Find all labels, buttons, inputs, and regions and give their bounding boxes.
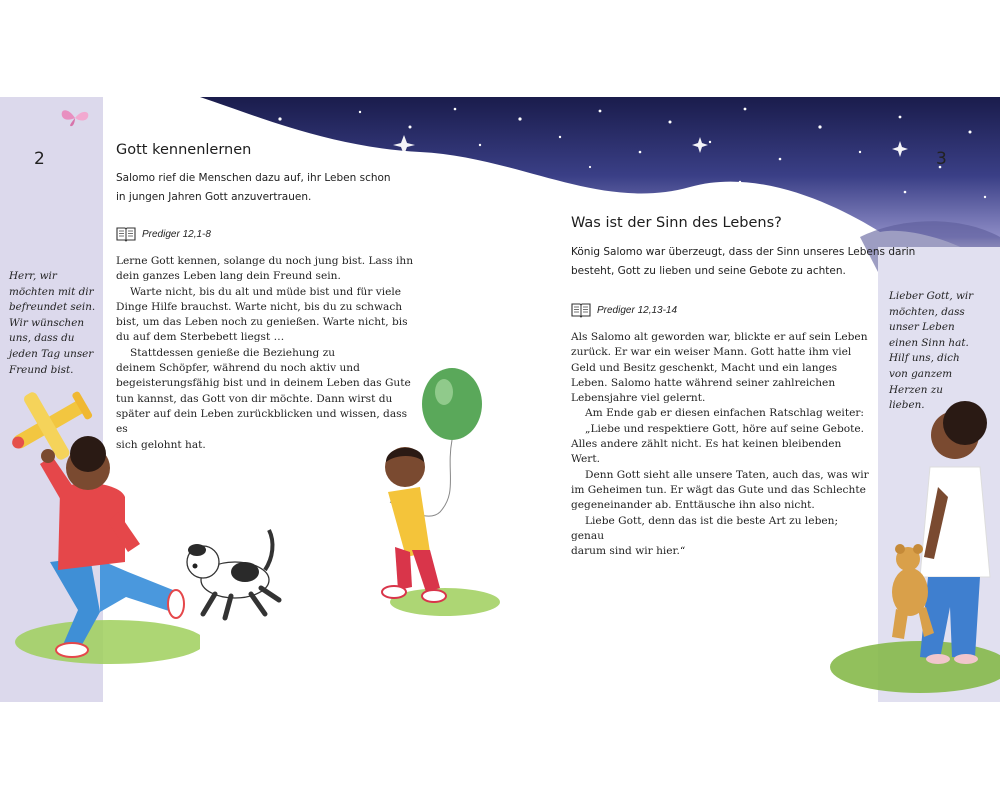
prayer-line: Herr, wir [9, 270, 57, 282]
left-scripture-reference [116, 226, 211, 242]
body-line: zurück. Er war ein weiser Mann. Gott hatte ihm viel [571, 346, 852, 359]
page-number-left: 2 [34, 149, 45, 169]
boy-with-balloon-illustration [350, 362, 510, 622]
prayer-line: möchten, dass [889, 305, 965, 318]
right-scripture-reference [571, 302, 677, 318]
body-line: Am Ende gab er diesen einfachen Ratschlag weiter: [585, 407, 864, 420]
body-line: sich gelohnt hat. [116, 438, 206, 451]
body-line: Leben. Salomo hatte während seiner zahlreichen [571, 376, 836, 389]
body-line: deinem Schöpfer, während du noch aktiv und [116, 362, 360, 375]
body-line: Dinge Hilfe brauchst. Warte nicht, bis du zu schwach [116, 300, 403, 313]
body-line: darum sind wir hier.“ [571, 545, 686, 558]
butterfly-icon [58, 107, 92, 129]
open-book-icon [571, 302, 591, 318]
book-spread [0, 97, 1000, 702]
dog-illustration [175, 522, 285, 622]
body-line: Als Salomo alt geworden war, blickte er auf sein Leben [571, 331, 868, 343]
body-line: im Geheimen tun. Er wägt das Gute und das Schlechte [571, 483, 866, 496]
prayer-line: Lieber Gott, wir [889, 290, 974, 302]
prayer-line: Freund bist. [9, 363, 74, 376]
prayer-line: jeden Tag unser [9, 347, 94, 360]
prayer-line: uns, dass du [9, 332, 75, 345]
body-line: gegeneinander ab. Enttäusche ihn also nicht. [571, 499, 815, 512]
right-lead-text [571, 243, 915, 281]
left-prayer-text [9, 269, 95, 378]
open-book-icon [116, 226, 136, 242]
reference-label: Prediger 12,13-14 [597, 304, 678, 316]
left-page-title: Gott kennenlernen [116, 142, 252, 158]
reference-label: Prediger 12,1-8 [142, 228, 211, 240]
boy-with-teddy-bear-illustration [820, 387, 1000, 702]
prayer-line: Hilf uns, dich [889, 352, 960, 365]
lead-line: besteht, Gott zu lieben und seine Gebote zu achten. [571, 265, 846, 277]
body-line: Stattdessen genieße die Beziehung zu [130, 346, 336, 359]
lead-line: Salomo rief die Menschen dazu auf, ihr Leben schon [116, 172, 391, 184]
left-lead-text [116, 169, 391, 207]
body-line: dein ganzes Leben lang dein Freund sein. [116, 270, 341, 283]
right-page-title: Was ist der Sinn des Lebens? [571, 215, 782, 231]
lead-line: König Salomo war überzeugt, dass der Sinn unseres Lebens darin [571, 246, 916, 258]
prayer-line: Herzen zu [889, 383, 943, 396]
prayer-line: Wir wünschen [9, 316, 85, 329]
body-line: Alles andere zählt nicht. Es hat keinen bleibenden Wert. [571, 438, 842, 466]
prayer-line: befreundet sein. [9, 301, 96, 314]
body-line: „Liebe und respektiere Gott, höre auf seine Gebote. [585, 422, 865, 435]
body-line: begeisterungsfähig bist und in deinem Leben das Gute [116, 377, 411, 390]
body-line: tun kannst, das Gott von dir möchte. Dann wirst du [116, 392, 393, 405]
body-line: Lebensjahre viel gelernt. [571, 392, 706, 405]
body-line: Denn Gott sieht alle unsere Taten, auch das, was wir [585, 468, 869, 481]
body-line: du auf dem Sterbebett liegst … [116, 331, 285, 344]
prayer-line: einen Sinn hat. [889, 336, 969, 349]
boy-with-toy-plane-illustration [0, 382, 200, 682]
body-line: Geld und Besitz geschenkt, Macht und ein langes [571, 361, 838, 374]
lead-line: in jungen Jahren Gott anzuvertrauen. [116, 191, 312, 203]
prayer-line: lieben. [889, 399, 925, 412]
body-line: später auf dein Leben zurückblicken und wissen, dass es [116, 407, 408, 436]
prayer-line: möchten mit dir [9, 285, 94, 298]
body-line: Lerne Gott kennen, solange du noch jung bist. Lass ihn [116, 255, 414, 267]
prayer-line: unser Leben [889, 321, 955, 334]
body-line: bist, um das Leben noch zu genießen. Warte nicht, bis [116, 316, 408, 329]
body-line: Warte nicht, bis du alt und müde bist und für viele [130, 285, 402, 298]
prayer-line: von ganzem [889, 367, 953, 380]
body-line: Liebe Gott, denn das ist die beste Art zu leben; genau [571, 514, 839, 542]
page-number-right: 3 [936, 149, 947, 169]
